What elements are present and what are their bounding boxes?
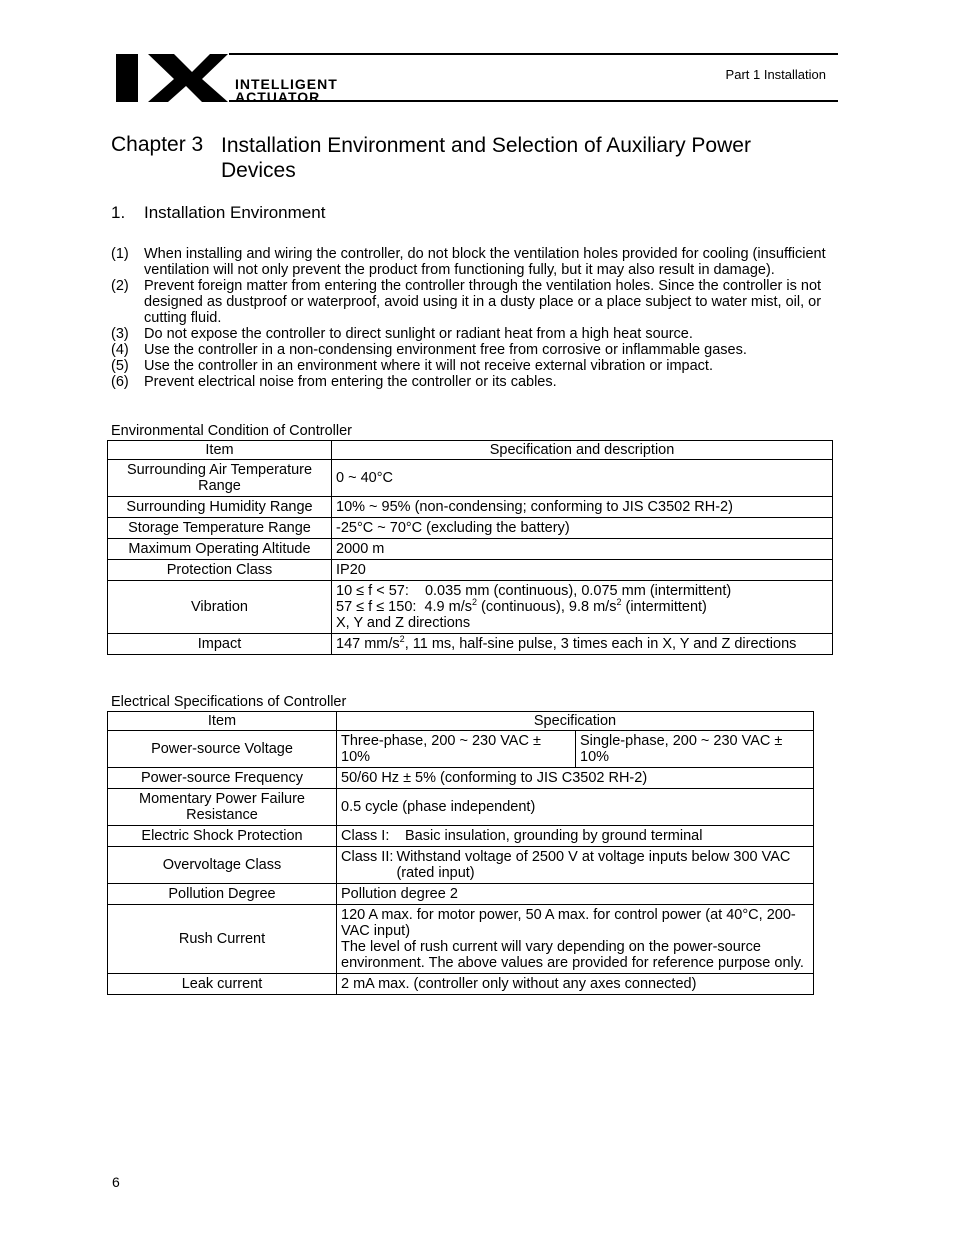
table-row — [108, 847, 814, 884]
table-row — [108, 460, 833, 497]
row-value: 2 mA max. (controller only without any axes connected) — [337, 974, 814, 995]
row-item: Leak current — [108, 974, 337, 995]
row-item: Surrounding Air Temperature Range — [108, 460, 332, 497]
list-item — [111, 374, 838, 390]
table-row — [108, 518, 833, 539]
table-row — [108, 539, 833, 560]
table-row — [108, 884, 814, 905]
row-value: 0 ~ 40°C — [332, 460, 833, 497]
class-text: Basic insulation, grounding by ground terminal — [405, 828, 703, 844]
row-item: Protection Class — [108, 560, 332, 581]
list-item-text: Use the controller in a non-condensing environment free from corrosive or inflammable gases. — [144, 342, 747, 358]
superscript: 2 — [616, 597, 622, 608]
column-header-item: Item — [108, 441, 332, 460]
list-item — [111, 326, 838, 342]
row-value: 50/60 Hz ± 5% (conforming to JIS C3502 RH-2) — [337, 768, 814, 789]
env-table-caption: Environmental Condition of Controller — [111, 423, 352, 439]
page-number: 6 — [112, 1174, 120, 1190]
row-value: -25°C ~ 70°C (excluding the battery) — [332, 518, 833, 539]
table-row — [108, 974, 814, 995]
row-value: IP20 — [332, 560, 833, 581]
table-row — [108, 826, 814, 847]
row-value: Pollution degree 2 — [337, 884, 814, 905]
list-item — [111, 358, 838, 374]
vibration-text-b: (continuous), 9.8 m/s — [477, 599, 617, 615]
impact-text-a: 147 mm/s — [336, 636, 400, 652]
row-item: Electric Shock Protection — [108, 826, 337, 847]
table-row-impact — [108, 634, 833, 655]
table-row — [108, 789, 814, 826]
logo-text-actuator: ACTUATOR — [235, 89, 321, 104]
list-item-number: (1) — [111, 246, 129, 262]
list-item-text: Use the controller in an environment where it will not receive external vibration or impact. — [144, 358, 713, 374]
vibration-text-c: (intermittent) — [621, 599, 707, 615]
logo-text-intelligent: INTELLIGENT — [235, 76, 338, 92]
column-header-spec: Specification and description — [332, 441, 833, 460]
row-value: 10% ~ 95% (non-condensing; conforming to JIS C3502 RH-2) — [332, 497, 833, 518]
row-value — [337, 905, 814, 974]
table-row — [108, 768, 814, 789]
list-item-text: Prevent electrical noise from entering the controller or its cables. — [144, 374, 557, 390]
table-row — [108, 731, 814, 768]
header-rule-top — [229, 53, 838, 55]
row-value — [332, 581, 833, 634]
vibration-line-1: 10 ≤ f < 57: 0.035 mm (continuous), 0.075 mm (intermittent) — [336, 583, 732, 599]
table-header-row — [108, 441, 833, 460]
header-rule-bottom — [229, 100, 838, 102]
list-item-text: Prevent foreign matter from entering the controller through the ventilation holes. Since the controller is not designed as dustproof or waterproof, avoid using it in a dusty place or a place subject to water mist, oil, or cutting fluid. — [144, 278, 822, 326]
superscript: 2 — [399, 634, 405, 645]
row-value — [337, 826, 814, 847]
section-number: 1. — [111, 203, 126, 222]
row-value-three-phase: Three-phase, 200 ~ 230 VAC ± 10% — [337, 731, 576, 768]
list-item — [111, 342, 838, 358]
precaution-list — [111, 246, 838, 390]
row-item: Power-source Voltage — [108, 731, 337, 768]
class-text: Withstand voltage of 2500 V at voltage inputs below 300 VAC (rated input) — [396, 849, 791, 881]
superscript: 2 — [472, 597, 478, 608]
list-item-number: (5) — [111, 358, 129, 374]
chapter-number: Chapter 3 — [111, 133, 204, 156]
vibration-line-3: X, Y and Z directions — [336, 615, 471, 631]
list-item-text: When installing and wiring the controller, do not block the ventilation holes provided for cooling (insufficient ventilation will not only prevent the product from functioning fully, but it may also result in damage). — [144, 246, 826, 278]
row-value — [332, 634, 833, 655]
vibration-line-2 — [336, 599, 828, 615]
row-value: 2000 m — [332, 539, 833, 560]
list-item — [111, 278, 838, 326]
table-row — [108, 560, 833, 581]
table-row-vibration — [108, 581, 833, 634]
row-item: Impact — [108, 634, 332, 655]
row-item: Maximum Operating Altitude — [108, 539, 332, 560]
company-logo — [116, 52, 396, 104]
list-item-number: (2) — [111, 278, 129, 294]
rush-line-1: 120 A max. for motor power, 50 A max. for control power (at 40°C, 200-VAC input) — [341, 907, 796, 939]
table-row — [108, 905, 814, 974]
row-item: Power-source Frequency — [108, 768, 337, 789]
list-item-number: (6) — [111, 374, 129, 390]
column-header-spec: Specification — [337, 712, 814, 731]
class-label: Class I: — [341, 828, 390, 844]
vibration-text-a: 57 ≤ f ≤ 150: 4.9 m/s — [336, 599, 473, 615]
elec-table — [107, 711, 814, 995]
row-value: 0.5 cycle (phase independent) — [337, 789, 814, 826]
impact-text-b: , 11 ms, half-sine pulse, 3 times each in X, Y and Z directions — [404, 636, 797, 652]
list-item — [111, 246, 838, 278]
row-value — [337, 847, 814, 884]
table-header-row — [108, 712, 814, 731]
list-item-number: (4) — [111, 342, 129, 358]
elec-table-caption: Electrical Specifications of Controller — [111, 694, 347, 710]
env-table — [107, 440, 833, 655]
row-item: Pollution Degree — [108, 884, 337, 905]
chapter-title: Installation Environment and Selection of Auxiliary Power Devices — [221, 134, 751, 182]
table-row — [108, 497, 833, 518]
class-label: Class II: — [341, 849, 394, 865]
list-item-text: Do not expose the controller to direct sunlight or radiant heat from a high heat source. — [144, 326, 693, 342]
row-item: Surrounding Humidity Range — [108, 497, 332, 518]
list-item-number: (3) — [111, 326, 129, 342]
row-item: Storage Temperature Range — [108, 518, 332, 539]
row-item: Momentary Power Failure Resistance — [108, 789, 337, 826]
row-item: Overvoltage Class — [108, 847, 337, 884]
row-value-single-phase: Single-phase, 200 ~ 230 VAC ± 10% — [576, 731, 814, 768]
part-label: Part 1 Installation — [725, 67, 826, 82]
column-header-item: Item — [108, 712, 337, 731]
rush-line-2: The level of rush current will vary depending on the power-source environment. The above values are provided for reference purpose only. — [341, 939, 804, 971]
row-item: Rush Current — [108, 905, 337, 974]
row-item: Vibration — [108, 581, 332, 634]
section-title: Installation Environment — [144, 203, 326, 222]
